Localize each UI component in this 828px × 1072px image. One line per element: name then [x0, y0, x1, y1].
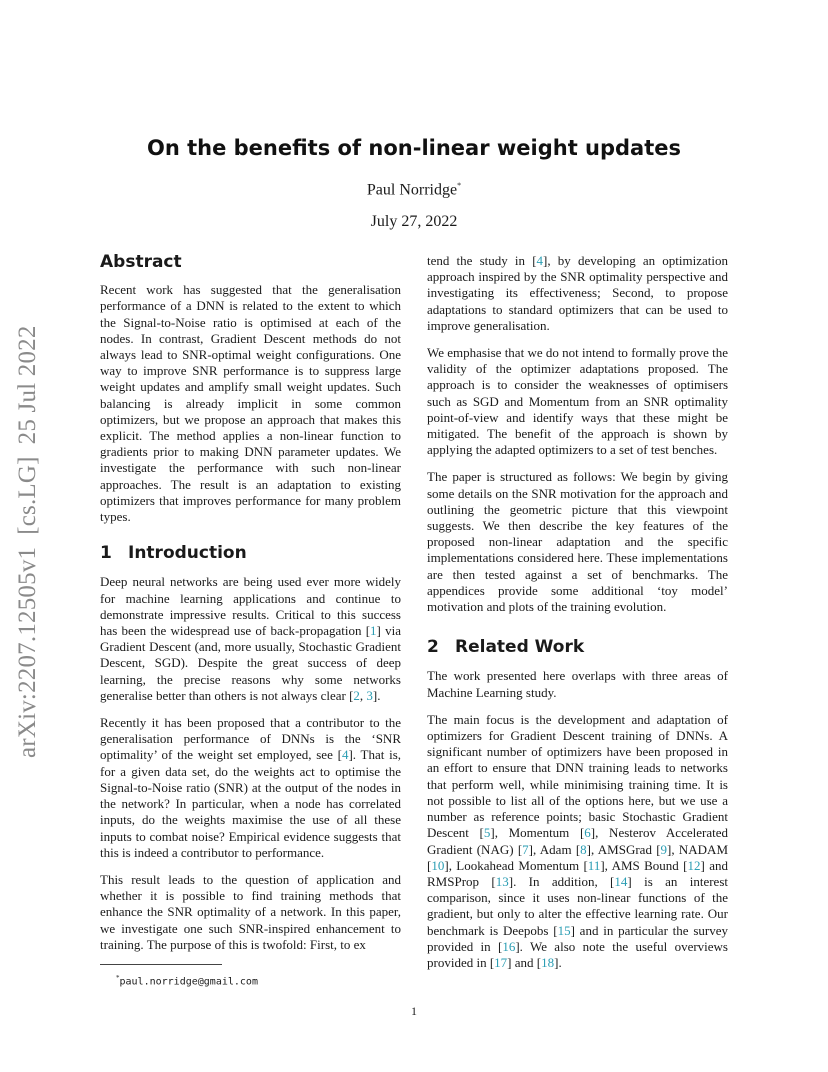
citation-link[interactable]: 16 — [502, 938, 516, 954]
section-heading-introduction — [100, 543, 401, 564]
citation-link[interactable]: 10 — [431, 857, 445, 873]
intro-paragraph-6: The paper is structured as follows: We begin by giving some details on the SNR motivation for the approach and outlining the geometric picture that this viewpoint suggests. We then describe the key features of the proposed non-linear adaptation and the specific implementations considered here. These implementations are then tested against a set of benchmarks. The appendices provide some additional ‘toy model’ motivation and plots of the training evolution. — [427, 469, 728, 615]
footnote-divider — [100, 964, 222, 965]
intro-paragraph-1: Deep neural networks are being used ever more widely for machine learning applications and continue to demonstrate impressive results. Critical to this success has been the widespread use of back-propagation [1] via Gradient Descent (and, more usually, Stochastic Gradient Descent, SGD). Despite the great success of deep learning, the precise reasons why some networks generalise better than others is not always clear [2, 3]. — [100, 574, 401, 703]
citation-link[interactable]: 12 — [687, 857, 701, 873]
section-number: 2 — [427, 637, 439, 658]
intro-paragraph-3: This result leads to the question of application and whether it is possible to find training methods that enhance the SNR optimality of a network. In this paper, we investigate one such SNR-inspired enhancement to training. The purpose of this is twofold: First, to ex — [100, 871, 401, 952]
left-column — [100, 250, 401, 990]
author-line — [100, 181, 728, 199]
related-paragraph-1: The work presented here overlaps with three areas of Machine Learning study. — [427, 668, 728, 700]
citation-link[interactable]: 8 — [580, 841, 587, 857]
section-number: 1 — [100, 543, 112, 564]
arxiv-date: 25 Jul 2022 — [14, 325, 41, 445]
citation-link[interactable]: 11 — [587, 857, 601, 873]
footnote-mark: * — [116, 973, 120, 982]
citation-link[interactable]: 17 — [494, 954, 508, 970]
page-number: 1 — [411, 1004, 417, 1018]
abstract-text: Recent work has suggested that the generalisation performance of a DNN is related to the extent to which the Signal-to-Noise ratio is optimised at each of the nodes. In contrast, Gradient Descent methods do not always lead to SNR-optimal weight configurations. One way to improve SNR performance is to suppress large weight updates and amplify small weight updates. Such balancing is already implicit in some common optimizers, but we propose an approach that makes this explicit. The method applies a non-linear function to gradients prior to making DNN parameter updates. We investigate the performance with such non-linear approaches. The result is an adaptation to existing optimizers that improves performance for many problem types. — [100, 282, 401, 525]
author-name: Paul Norridge — [366, 181, 458, 199]
arxiv-stamp — [14, 288, 42, 758]
footnote — [100, 970, 401, 991]
author-footnote-mark[interactable]: * — [457, 181, 462, 190]
citation-link[interactable]: 6 — [584, 825, 591, 841]
footnote-email[interactable]: paul.norridge@gmail.com — [119, 976, 258, 988]
paper-date: July 27, 2022 — [370, 213, 458, 230]
citation-link[interactable]: 15 — [557, 922, 571, 938]
intro-paragraph-5: We emphasise that we do not intend to formally prove the validity of the optimizer adaptations proposed. The approach is to consider the weaknesses of optimisers such as SGD and Momentum from an SNR optimality point-of-view and identify ways that these might be mitigated. The benefit of the approach is shown by applying the adapted optimizers to a set of test benches. — [427, 345, 728, 458]
citation-link[interactable]: 1 — [370, 623, 377, 639]
citation-link[interactable]: 9 — [660, 841, 668, 857]
right-column — [427, 253, 728, 982]
citation-link[interactable]: 18 — [541, 954, 555, 970]
section-title: Introduction — [128, 543, 247, 564]
citation-link[interactable]: 4 — [341, 747, 349, 763]
intro-paragraph-2: Recently it has been proposed that a contributor to the generalisation performance of DNNs is the ‘SNR optimality’ of the weight set employed, see [4]. That is, for a given data set, do the weights act to optimise the Signal-to-Noise ratio (SNR) at the output of the nodes in the network? In particular, when a node has correlated inputs, do the weights maximise the use of all these inputs to combat noise? Empirical evidence suggests that this is indeed a contributor to performance. — [100, 715, 402, 860]
section-title: Related Work — [455, 637, 585, 658]
citation-link[interactable]: 2 — [353, 687, 360, 703]
arxiv-identifier[interactable]: arXiv:2207.12505v1 — [14, 546, 41, 758]
citation-link[interactable]: 7 — [522, 841, 529, 857]
citation-link[interactable]: 5 — [483, 825, 491, 841]
intro-paragraph-4: tend the study in [4], by developing an optimization approach inspired by the SNR optimality perspective and investigating its effectiveness; Second, to propose adaptations to standard optimizers that can be used to improve generalisation. — [427, 253, 729, 333]
arxiv-category: [cs.LG] — [14, 456, 41, 535]
citation-link[interactable]: 14 — [614, 873, 628, 889]
section-heading-related-work — [427, 637, 728, 658]
citation-link[interactable]: 13 — [495, 873, 509, 889]
citation-link[interactable]: 3 — [366, 687, 373, 703]
related-paragraph-2: The main focus is the development and adaptation of optimizers for Gradient Descent training of DNNs. A significant number of optimizers have been proposed in an effort to ensure that DNN training leads to networks that perform well, while minimising training time. It is not possible to list all of the options here, but we use a number as reference points; basic Stochastic Gradient Descent [5], Momentum [6], Nesterov Accelerated Gradient (NAG) [7], Adam [8], AMSGrad [9], NADAM [10], Lookahead Momentum [11], AMS Bound [12] and RMSProp [13]. In addition, [14] is an interest comparison, since it uses non-linear functions of the gradient, but only to alter the effective learning rate. Our benchmark is Deepobs [15] and in particular the survey provided in [16]. We also note the useful overviews provided in [17] and [18]. — [427, 711, 729, 970]
paper-title: On the benefits of non-linear weight updates — [146, 136, 682, 160]
abstract-heading: Abstract — [100, 252, 182, 272]
citation-link[interactable]: 4 — [536, 253, 544, 268]
